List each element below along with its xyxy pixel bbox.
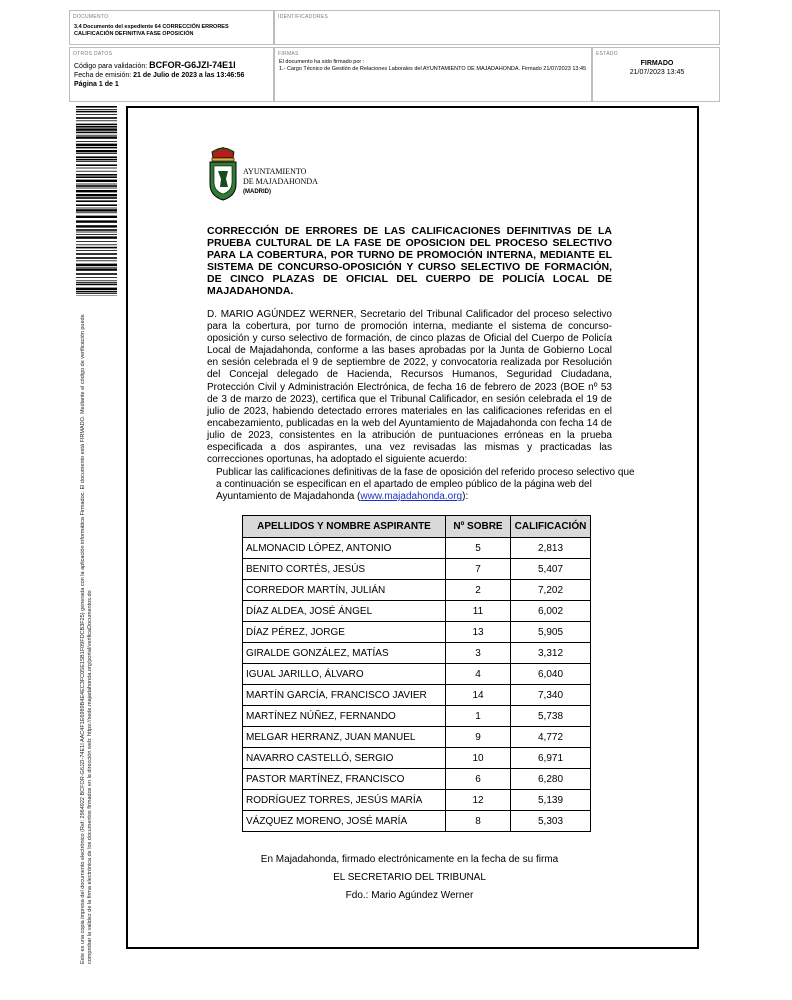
publish-paragraph — [216, 467, 636, 503]
validation-code: BCFOR-G6JZI-74E1I — [149, 60, 236, 70]
cell-score: 7,340 — [511, 685, 591, 706]
firmas-label: FIRMAS — [278, 51, 299, 57]
cell-name: MARTÍN GARCÍA, FRANCISCO JAVIER — [243, 685, 446, 706]
cell-name: PASTOR MARTÍNEZ, FRANCISCO — [243, 769, 446, 790]
header-calificacion: CALIFICACIÓN — [511, 516, 591, 538]
cell-sobre: 4 — [446, 664, 511, 685]
cell-name: IGUAL JARILLO, ÁLVARO — [243, 664, 446, 685]
page-count: Página 1 de 1 — [74, 81, 119, 88]
table-row — [243, 769, 591, 790]
cell-sobre: 5 — [446, 538, 511, 559]
municipality-logo-text — [243, 167, 318, 197]
documento-label: DOCUMENTO — [73, 14, 109, 20]
cell-score: 2,813 — [511, 538, 591, 559]
cell-name: NAVARRO CASTELLÓ, SERGIO — [243, 748, 446, 769]
cell-name: MELGAR HERRANZ, JUAN MANUEL — [243, 727, 446, 748]
cell-score: 5,303 — [511, 811, 591, 832]
estado-label: ESTADO — [596, 51, 618, 57]
header-otros-datos-cell — [69, 47, 274, 102]
side-verification-note: Este es una copia impresa del documento electrónico (Ref: 2964922 BCFOR-G6JZI-74E1I AAC4F1E6989B4E4EC3FC05E15B1F09FDCB3F25) generada con la aplicación informática Firmadoc. El documento está FIRMADO. Mediante el código de verificación puede comprobar la validez de la firma electrónica de los documentos firmados en la dirección web: https://sede.majadahonda.org/portal/verificaDocumentos.do — [80, 314, 93, 964]
cell-sobre: 2 — [446, 580, 511, 601]
validation-code-line — [74, 61, 274, 71]
cell-sobre: 12 — [446, 790, 511, 811]
cell-sobre: 14 — [446, 685, 511, 706]
website-link[interactable]: www.majadahonda.org — [360, 491, 463, 503]
signature-role: EL SECRETARIO DEL TRIBUNAL — [333, 872, 486, 883]
cell-score: 6,280 — [511, 769, 591, 790]
logo-line-3: (MADRID) — [243, 189, 271, 195]
table-row — [243, 706, 591, 727]
logo-line-2: DE MAJADAHONDA — [243, 177, 318, 186]
identificadores-label: IDENTIFICADORES — [278, 14, 329, 20]
table-header-row — [243, 516, 591, 538]
cell-score: 6,040 — [511, 664, 591, 685]
cell-sobre: 8 — [446, 811, 511, 832]
cell-name: CORREDOR MARTÍN, JULIÁN — [243, 580, 446, 601]
cell-name: GIRALDE GONZÁLEZ, MATÍAS — [243, 643, 446, 664]
cell-name: DÍAZ PÉREZ, JORGE — [243, 622, 446, 643]
emission-date-line — [74, 71, 274, 80]
cell-name: ALMONACID LÓPEZ, ANTONIO — [243, 538, 446, 559]
cell-sobre: 10 — [446, 748, 511, 769]
cell-sobre: 11 — [446, 601, 511, 622]
table-row — [243, 748, 591, 769]
publish-text: Publicar las calificaciones definitivas de la fase de oposición del referido proceso selectivo que a continuación se especifican en el apartado de empleo público de la página web del Ayuntamiento de Majadahonda ( — [216, 467, 635, 503]
table-row — [243, 622, 591, 643]
documento-value: 3.4 Documento del expediente 64 CORRECCIÓN ERRORES CALIFICACIÓN DEFINITIVA FASE OPOSICIÓN — [74, 24, 229, 37]
certification-paragraph: D. MARIO AGÚNDEZ WERNER, Secretario del Tribunal Calificador del proceso selectivo para la cobertura, por turno de promoción interna, mediante el sistema de concurso-oposición y curso selectivo de formación, de cinco plazas de Oficial del Cuerpo de Policía Local de Majadahonda, conforme a las bases aprobadas por la Junta de Gobierno Local en sesión celebrada el 9 de septiembre de 2022, y convocatoria realizada por Resolución del Concejal delegado de Hacienda, Recursos Humanos, Seguridad Ciudadana, Protección Civil y Administración Electrónica, de fecha 16 de febrero de 2023 (BOE nº 53 de 3 de marzo de 2023), certifica que el Tribunal Calificador, en sesión celebrada el 19 de julio de 2023, habiendo detectado errores materiales en las calificaciones referidas en el encabezamiento, publicadas en la web del Ayuntamiento de Majadahonda con fecha 14 de julio de 2023, consistentes en la atribución de puntuaciones erróneas en la prueba especificada a dos aspirantes, una vez revisadas las mismas y practicadas las correcciones oportunas, ha adoptado el siguiente acuerdo: — [207, 309, 612, 466]
coat-of-arms-icon — [206, 144, 240, 202]
header-documento-cell — [69, 10, 274, 45]
cell-sobre: 7 — [446, 559, 511, 580]
document-title: CORRECCIÓN DE ERRORES DE LAS CALIFICACIONES DEFINITIVAS DE LA PRUEBA CULTURAL DE LA FASE DE OPOSICION DEL PROCESO SELECTIVO PARA LA COBERTURA, POR TURNO DE PROMOCIÓN INTERNA, MEDIANTE EL SISTEMA DE CONCURSO-OPOSICIÓN Y CURSO SELECTIVO DE FORMACIÓN, DE CINCO PLAZAS DE OFICIAL DEL CUERPO DE POLICÍA LOCAL DE MAJADAHONDA. — [207, 225, 612, 297]
cell-score: 5,139 — [511, 790, 591, 811]
fecha-prefix: Fecha de emisión: — [74, 72, 132, 79]
cell-score: 4,772 — [511, 727, 591, 748]
results-table — [242, 515, 591, 832]
cell-score: 5,407 — [511, 559, 591, 580]
cell-name: MARTÍNEZ NÚÑEZ, FERNANDO — [243, 706, 446, 727]
cell-name: DÍAZ ALDEA, JOSÉ ÁNGEL — [243, 601, 446, 622]
cell-sobre: 13 — [446, 622, 511, 643]
firmas-value: 1.- Cargo Técnico de Gestión de Relaciones Laborales del AYUNTAMIENTO DE MAJADAHONDA. Firmado 21/07/2023 13:45 — [279, 66, 587, 72]
cell-score: 7,202 — [511, 580, 591, 601]
barcode-icon — [76, 106, 117, 296]
codigo-prefix: Código para validación: — [74, 63, 148, 70]
header-identificadores-cell — [274, 10, 720, 45]
otros-datos-label: OTROS DATOS — [73, 51, 113, 57]
table-row — [243, 580, 591, 601]
cell-score: 3,312 — [511, 643, 591, 664]
cell-score: 6,971 — [511, 748, 591, 769]
cell-score: 5,905 — [511, 622, 591, 643]
publish-end: ): — [462, 491, 469, 503]
firmas-intro: El documento ha sido firmado por : — [279, 59, 365, 65]
emission-date: 21 de Julio de 2023 a las 13:46:56 — [133, 72, 245, 79]
cell-name: VÁZQUEZ MORENO, JOSÉ MARÍA — [243, 811, 446, 832]
cell-score: 6,002 — [511, 601, 591, 622]
table-row — [243, 727, 591, 748]
cell-score: 5,738 — [511, 706, 591, 727]
cell-sobre: 3 — [446, 643, 511, 664]
cell-sobre: 6 — [446, 769, 511, 790]
table-row — [243, 643, 591, 664]
table-row — [243, 559, 591, 580]
table-row — [243, 811, 591, 832]
cell-sobre: 9 — [446, 727, 511, 748]
header-name: APELLIDOS Y NOMBRE ASPIRANTE — [243, 516, 446, 538]
logo-line-1: AYUNTAMIENTO — [243, 167, 307, 176]
signature-name: Fdo.: Mario Agúndez Werner — [345, 890, 474, 901]
estado-fecha: 21/07/2023 13:45 — [629, 69, 685, 76]
table-row — [243, 601, 591, 622]
cell-sobre: 1 — [446, 706, 511, 727]
table-row — [243, 538, 591, 559]
table-row — [243, 790, 591, 811]
estado-value: FIRMADO — [640, 60, 674, 67]
cell-name: BENITO CORTÉS, JESÚS — [243, 559, 446, 580]
header-firmas-cell — [274, 47, 592, 102]
table-row — [243, 685, 591, 706]
header-sobre: Nº SOBRE — [446, 516, 511, 538]
header-estado-cell — [592, 47, 720, 102]
cell-name: RODRÍGUEZ TORRES, JESÚS MARÍA — [243, 790, 446, 811]
table-row — [243, 664, 591, 685]
signature-place-line: En Majadahonda, firmado electrónicamente en la fecha de su firma — [260, 854, 559, 865]
